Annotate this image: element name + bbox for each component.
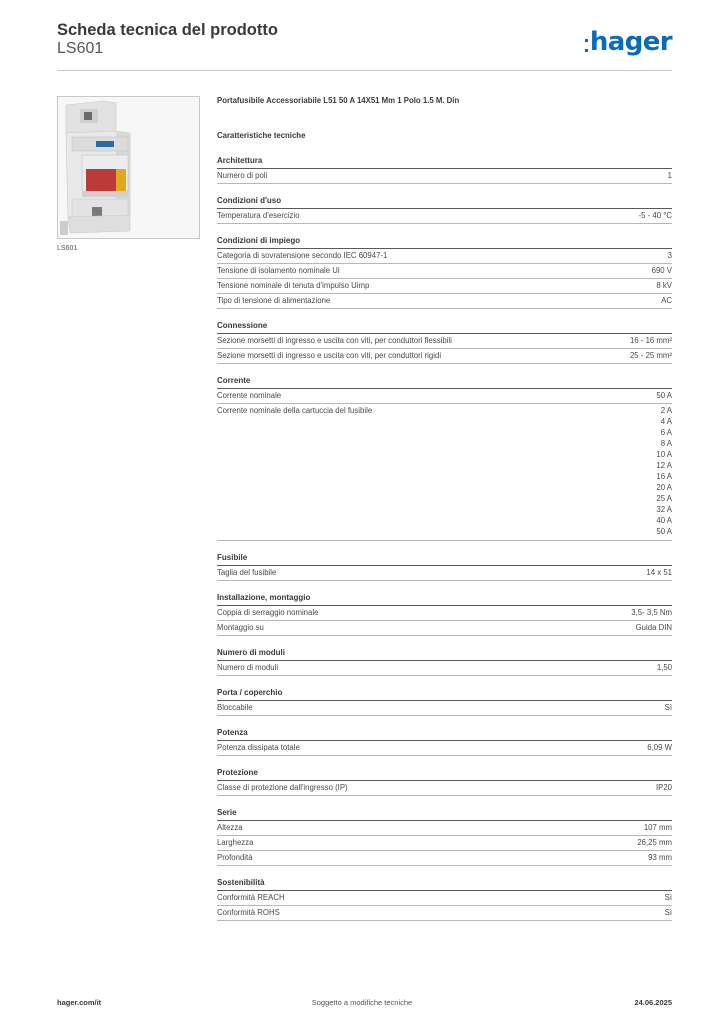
spec-row [217, 294, 672, 309]
spec-label: Conformità ROHS [217, 908, 280, 917]
spec-label: Corrente nominale [217, 391, 282, 400]
spec-row [217, 906, 672, 921]
spec-row [217, 334, 672, 349]
group-title: Numero di moduli [217, 647, 672, 661]
spec-value: 50 A [656, 527, 672, 536]
footer-date: 24.06.2025 [634, 998, 672, 1007]
fuse-holder-icon [58, 97, 199, 238]
spec-label: Tensione nominale di tenuta d'impulso Uimp [217, 281, 370, 290]
spec-row [217, 891, 672, 906]
spec-value: 16 - 16 mm² [629, 336, 672, 345]
spec-value: 20 A [656, 483, 672, 492]
product-image [57, 96, 200, 239]
spec-value: IP20 [655, 783, 672, 792]
group-title: Potenza [217, 727, 672, 741]
spec-row [217, 621, 672, 636]
spec-value: Sì [664, 908, 672, 917]
spec-label: Corrente nominale della cartuccia del fusibile [217, 406, 373, 415]
footer-notice: Soggetto a modifiche tecniche [311, 998, 413, 1007]
spec-row [217, 606, 672, 621]
spec-group [217, 235, 672, 309]
spec-value: 14 x 51 [646, 568, 672, 577]
logo-text: hager [589, 27, 672, 57]
spec-row [217, 661, 672, 676]
spec-label: Sezione morsetti di ingresso e uscita con viti, per conduttori flessibili [217, 336, 452, 345]
spec-row [217, 349, 672, 364]
spec-group [217, 877, 672, 921]
group-title: Architettura [217, 155, 672, 169]
spec-value: Sì [664, 893, 672, 902]
spec-value: 25 A [656, 494, 672, 503]
spec-label: Taglia del fusibile [217, 568, 277, 577]
spec-value: 50 A [656, 391, 672, 400]
spec-row [217, 404, 672, 541]
product-name: Portafusibile Accessoriabile L51 50 A 14X51 Mm 1 Polo 1.5 M. Din [217, 96, 460, 105]
tech-heading: Caratteristiche tecniche [217, 131, 306, 140]
hager-logo [585, 27, 672, 57]
spec-value: 1,50 [656, 663, 672, 672]
spec-row [217, 249, 672, 264]
spec-label: Numero di moduli [217, 663, 279, 672]
spec-group [217, 687, 672, 716]
spec-value: 107 mm [643, 823, 672, 832]
spec-row [217, 389, 672, 404]
spec-value: 3 [667, 251, 672, 260]
page-header [57, 20, 672, 71]
spec-group [217, 592, 672, 636]
spec-group [217, 155, 672, 184]
group-title: Condizioni d'uso [217, 195, 672, 209]
spec-value: 1 [667, 171, 672, 180]
spec-group [217, 807, 672, 866]
spec-label: Tipo di tensione di alimentazione [217, 296, 331, 305]
spec-label: Classe di protezione dall'ingresso (IP) [217, 783, 348, 792]
spec-label: Sezione morsetti di ingresso e uscita con viti, per conduttori rigidi [217, 351, 442, 360]
logo-mark-icon [585, 39, 588, 52]
spec-value-list [656, 404, 672, 537]
group-title: Porta / coperchio [217, 687, 672, 701]
group-title: Sostenibilità [217, 877, 672, 891]
spec-group [217, 767, 672, 796]
spec-value: 6,09 W [647, 743, 672, 752]
product-code: LS601 [57, 40, 104, 57]
spec-label: Altezza [217, 823, 243, 832]
group-title: Serie [217, 807, 672, 821]
spec-group [217, 727, 672, 756]
spec-group [217, 375, 672, 541]
spec-value: 4 A [660, 417, 672, 426]
spec-value: 93 mm [648, 853, 672, 862]
spec-value: AC [661, 296, 672, 305]
spec-group [217, 195, 672, 224]
spec-value: 26,25 mm [637, 838, 672, 847]
spec-row [217, 169, 672, 184]
spec-groups [217, 155, 672, 921]
spec-label: Montaggio su [217, 623, 264, 632]
spec-value: Sì [664, 703, 672, 712]
document-title: Scheda tecnica del prodotto [57, 21, 278, 39]
group-title: Fusibile [217, 552, 672, 566]
spec-label: Temperatura d'esercizio [217, 211, 300, 220]
spec-label: Larghezza [217, 838, 254, 847]
spec-label: Categoria di sovratensione secondo IEC 60947-1 [217, 251, 388, 260]
spec-value: 32 A [656, 505, 672, 514]
spec-value: 12 A [656, 461, 672, 470]
spec-value: 10 A [656, 450, 672, 459]
spec-value: 6 A [660, 428, 672, 437]
group-title: Corrente [217, 375, 672, 389]
spec-label: Potenza dissipata totale [217, 743, 300, 752]
spec-label: Numero di poli [217, 171, 268, 180]
spec-group [217, 647, 672, 676]
spec-row [217, 701, 672, 716]
group-title: Installazione, montaggio [217, 592, 672, 606]
spec-value: 8 A [660, 439, 672, 448]
spec-group [217, 320, 672, 364]
spec-value: 2 A [660, 406, 672, 415]
spec-label: Conformità REACH [217, 893, 285, 902]
spec-row [217, 741, 672, 756]
spec-row [217, 851, 672, 866]
spec-row [217, 566, 672, 581]
spec-value: 690 V [651, 266, 672, 275]
group-title: Connessione [217, 320, 672, 334]
spec-row [217, 821, 672, 836]
group-title: Condizioni di impiego [217, 235, 672, 249]
spec-value: 8 kV [656, 281, 672, 290]
spec-row [217, 279, 672, 294]
spec-group [217, 552, 672, 581]
spec-row [217, 781, 672, 796]
spec-label: Coppia di serraggio nominale [217, 608, 319, 617]
spec-value: 16 A [656, 472, 672, 481]
spec-row [217, 209, 672, 224]
spec-row [217, 836, 672, 851]
group-title: Protezione [217, 767, 672, 781]
footer-website: hager.com/it [57, 998, 102, 1007]
spec-value: 25 - 25 mm² [629, 351, 672, 360]
spec-row [217, 264, 672, 279]
spec-label: Profondità [217, 853, 253, 862]
spec-label: Bloccabile [217, 703, 253, 712]
image-caption: LS601 [57, 245, 78, 252]
spec-value: -5 - 40 °C [638, 211, 672, 220]
spec-value: 40 A [656, 516, 672, 525]
spec-label: Tensione di isolamento nominale Ui [217, 266, 340, 275]
spec-value: 3,5- 3,5 Nm [631, 608, 672, 617]
spec-content [217, 96, 672, 932]
spec-value: Guida DIN [635, 623, 672, 632]
